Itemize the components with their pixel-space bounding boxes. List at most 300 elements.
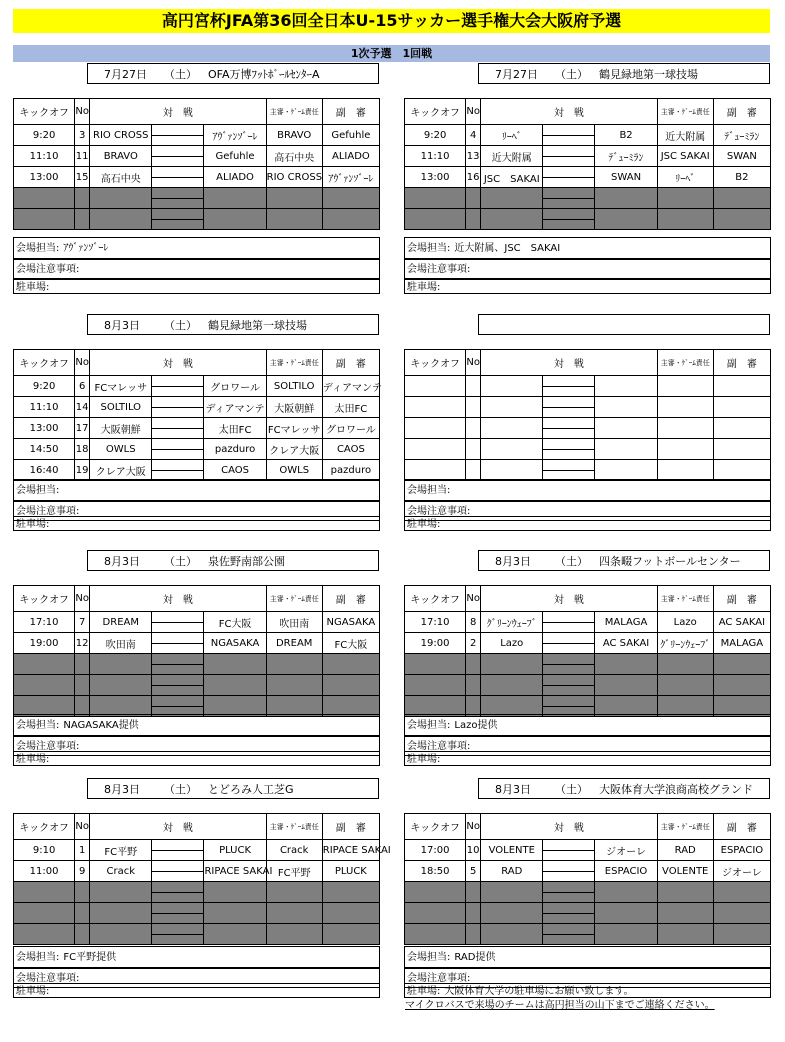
away-team: [595, 903, 657, 924]
header-referee-main: 主審・ｹﾞｰﾑ責任: [657, 350, 713, 376]
header-kickoff: キックオフ: [405, 586, 466, 612]
vs-line: [543, 219, 594, 220]
kickoff-time: 19:00: [405, 633, 466, 654]
venue-staff-line-label: 会場担当:: [16, 952, 60, 963]
parking-line: [13, 279, 380, 294]
referee-sub: ディアマンテ: [322, 376, 379, 397]
vs-line: [152, 407, 203, 408]
home-team: [90, 924, 152, 945]
empty-row: [405, 924, 771, 945]
table-row: [405, 840, 771, 861]
referee-main: [657, 418, 713, 439]
table-row: [405, 460, 771, 481]
header-no: No: [75, 350, 90, 376]
away-team: [595, 376, 657, 397]
kickoff-time: 9:20: [14, 125, 75, 146]
kickoff-time: [14, 903, 75, 924]
vs-divider: [152, 903, 204, 924]
table-row: [405, 861, 771, 882]
schedule-table: [404, 349, 771, 481]
away-team: B2: [595, 125, 657, 146]
referee-main: FC平野: [266, 861, 322, 882]
away-team: PLUCK: [204, 840, 266, 861]
match-no: 19: [75, 460, 90, 481]
venue-staff-line: [404, 946, 771, 968]
home-team: OWLS: [90, 439, 152, 460]
referee-sub: ﾃﾞｭｰﾐﾗﾝ: [713, 125, 770, 146]
away-team: 太田FC: [204, 418, 266, 439]
away-team: AC SAKAI: [595, 633, 657, 654]
vs-line: [152, 428, 203, 429]
parking-line-label: 駐車場:: [16, 986, 50, 997]
footer-note: マイクロバスで来場のチームは高円担当の山下までご連絡ください。: [405, 1000, 715, 1011]
table-row: [405, 439, 771, 460]
round-heading: 1次予選 1回戦: [13, 45, 770, 62]
referee-main: [657, 882, 713, 903]
parking-line-label: 駐車場:: [407, 754, 441, 765]
venue-notes-line-label: 会場注意事項:: [407, 741, 471, 752]
header-match: 対 戦: [90, 586, 266, 612]
away-team: CAOS: [204, 460, 266, 481]
home-team: RIO CROSS: [90, 125, 152, 146]
header-kickoff: キックオフ: [14, 350, 75, 376]
away-team: ｱｳﾞｧﾝｿﾞｰﾚ: [204, 125, 266, 146]
away-team: RIPACE SAKAI: [204, 861, 266, 882]
home-team: DREAM: [90, 612, 152, 633]
away-team: [204, 654, 266, 675]
empty-row: [405, 209, 771, 230]
empty-row: [405, 903, 771, 924]
venue-name: 鶴見緑地第一球技場: [599, 68, 698, 81]
kickoff-time: [405, 376, 466, 397]
parking-line-label: 駐車場:: [407, 986, 441, 997]
referee-sub: [322, 654, 379, 675]
home-team: [90, 882, 152, 903]
header-kickoff: キックオフ: [405, 350, 466, 376]
header-referee-sub: 副 審: [322, 99, 379, 125]
match-date: 8月3日: [104, 555, 140, 568]
referee-main: [657, 188, 713, 209]
venue-staff-line-label: 会場担当:: [407, 720, 451, 731]
referee-sub: [322, 675, 379, 696]
empty-row: [14, 675, 380, 696]
venue-staff-line-value: Lazo提供: [454, 720, 498, 731]
vs-divider: [152, 460, 204, 481]
vs-line: [152, 449, 203, 450]
referee-main: VOLENTE: [657, 861, 713, 882]
table-header-row: [14, 99, 380, 125]
referee-main: SOLTILO: [266, 376, 322, 397]
venue-staff-line: [13, 237, 380, 259]
referee-main: Lazo: [657, 612, 713, 633]
header-referee-sub: 副 審: [713, 586, 770, 612]
match-weekday: （土）: [164, 783, 197, 796]
empty-row: [405, 882, 771, 903]
vs-divider: [152, 861, 204, 882]
empty-row: [405, 188, 771, 209]
match-no: [75, 882, 90, 903]
table-row: [14, 439, 380, 460]
header-no: No: [466, 814, 481, 840]
referee-sub: [713, 188, 770, 209]
vs-divider: [152, 840, 204, 861]
venue-staff-line-value: FC平野提供: [63, 952, 117, 963]
vs-line: [152, 219, 203, 220]
vs-divider: [543, 439, 595, 460]
referee-main: 大阪朝鮮: [266, 397, 322, 418]
header-referee-main: 主審・ｹﾞｰﾑ責任: [266, 99, 322, 125]
vs-line: [152, 622, 203, 623]
referee-sub: B2: [713, 167, 770, 188]
match-no: [466, 903, 481, 924]
schedule-table: [13, 98, 380, 230]
referee-sub: NGASAKA: [322, 612, 379, 633]
kickoff-time: [405, 924, 466, 945]
vs-line: [543, 871, 594, 872]
home-team: [481, 654, 543, 675]
vs-line: [152, 135, 203, 136]
header-match: 対 戦: [90, 99, 266, 125]
schedule-table: [13, 813, 391, 945]
away-team: ジオーレ: [595, 840, 657, 861]
table-header-row: [405, 350, 771, 376]
header-referee-sub: 副 審: [322, 350, 379, 376]
venue-staff-line-value: NAGASAKA提供: [63, 720, 139, 731]
match-no: [466, 376, 481, 397]
match-date: 8月3日: [104, 783, 140, 796]
vs-line: [543, 407, 594, 408]
header-match: 対 戦: [481, 586, 657, 612]
table-row: [14, 418, 380, 439]
venue-staff-line-value: ｱｳﾞｧﾝｿﾞｰﾚ: [63, 243, 109, 254]
vs-line: [152, 871, 203, 872]
referee-main: [266, 903, 322, 924]
kickoff-time: [405, 209, 466, 230]
referee-main: [266, 188, 322, 209]
table-row: [14, 633, 380, 654]
referee-main: [657, 675, 713, 696]
header-referee-main: 主審・ｹﾞｰﾑ責任: [266, 814, 322, 840]
match-no: [466, 209, 481, 230]
header-referee-main: 主審・ｹﾞｰﾑ責任: [266, 350, 322, 376]
match-no: 6: [75, 376, 90, 397]
home-team: [481, 188, 543, 209]
match-no: [75, 924, 90, 945]
kickoff-time: 9:20: [405, 125, 466, 146]
footer-note-area: [405, 1000, 715, 1012]
table-row: [405, 633, 771, 654]
empty-row: [405, 675, 771, 696]
away-team: [595, 924, 657, 945]
match-no: [75, 675, 90, 696]
kickoff-time: [14, 882, 75, 903]
vs-divider: [152, 125, 204, 146]
venue-header: [478, 778, 770, 799]
empty-row: [405, 654, 771, 675]
match-no: [466, 675, 481, 696]
venue-header: [87, 314, 379, 335]
vs-line: [152, 177, 203, 178]
venue-notes-line-label: 会場注意事項:: [407, 506, 471, 517]
header-referee-sub: 副 審: [713, 350, 770, 376]
referee-sub: [713, 439, 770, 460]
vs-line: [152, 685, 203, 686]
parking-line-label: 駐車場:: [16, 282, 50, 293]
referee-sub: SWAN: [713, 146, 770, 167]
match-no: 9: [75, 861, 90, 882]
home-team: 大阪朝鮮: [90, 418, 152, 439]
header-referee-main: 主審・ｹﾞｰﾑ責任: [657, 99, 713, 125]
venue-name: 四条畷フットボールセンター: [599, 555, 741, 568]
header-match: 対 戦: [90, 350, 266, 376]
vs-divider: [543, 167, 595, 188]
kickoff-time: 11:10: [405, 146, 466, 167]
header-no: No: [75, 586, 90, 612]
table-row: [14, 125, 380, 146]
table-header-row: [14, 814, 380, 840]
kickoff-time: [405, 397, 466, 418]
referee-sub: [713, 376, 770, 397]
venue-notes-line-label: 会場注意事項:: [16, 741, 80, 752]
vs-divider: [543, 460, 595, 481]
vs-line: [152, 850, 203, 851]
kickoff-time: 16:40: [14, 460, 75, 481]
match-no: [75, 188, 90, 209]
header-referee-sub: 副 審: [322, 814, 379, 840]
referee-sub: [713, 924, 770, 945]
schedule-table: [13, 349, 380, 481]
referee-main: DREAM: [266, 633, 322, 654]
away-team: ALIADO: [204, 167, 266, 188]
home-team: [481, 924, 543, 945]
vs-line: [543, 850, 594, 851]
venue-header: [478, 314, 770, 335]
referee-sub: [713, 675, 770, 696]
match-date: 8月3日: [495, 783, 531, 796]
table-row: [405, 397, 771, 418]
vs-line: [543, 470, 594, 471]
table-header-row: [14, 586, 380, 612]
home-team: 吹田南: [90, 633, 152, 654]
away-team: [204, 209, 266, 230]
venue-name: 泉佐野南部公園: [208, 555, 285, 568]
match-date: 8月3日: [495, 555, 531, 568]
vs-divider: [543, 397, 595, 418]
away-team: [595, 209, 657, 230]
venue-notes-line-label: 会場注意事項:: [16, 264, 80, 275]
venue-header: [87, 550, 379, 571]
vs-divider: [543, 612, 595, 633]
vs-divider: [543, 633, 595, 654]
referee-main: 吹田南: [266, 612, 322, 633]
home-team: FC平野: [90, 840, 152, 861]
away-team: [204, 924, 266, 945]
referee-main: RIO CROSS: [266, 167, 322, 188]
match-no: [75, 654, 90, 675]
header-kickoff: キックオフ: [405, 814, 466, 840]
referee-sub: ジオーレ: [713, 861, 770, 882]
header-referee-main: 主審・ｹﾞｰﾑ責任: [657, 586, 713, 612]
parking-line-value: 大阪体育大学の駐車場にお願い致します。: [444, 986, 634, 997]
kickoff-time: 9:20: [14, 376, 75, 397]
vs-line: [152, 664, 203, 665]
table-row: [14, 840, 380, 861]
header-kickoff: キックオフ: [14, 99, 75, 125]
kickoff-time: 13:00: [14, 418, 75, 439]
away-team: [595, 675, 657, 696]
venue-staff-line-value: 近大附属、JSC SAKAI: [454, 243, 561, 254]
vs-divider: [543, 209, 595, 230]
vs-line: [543, 934, 594, 935]
referee-main: [657, 903, 713, 924]
home-team: 近大附属: [481, 146, 543, 167]
header-no: No: [466, 99, 481, 125]
home-team: [481, 439, 543, 460]
venue-staff-line: [13, 714, 380, 736]
match-no: 14: [75, 397, 90, 418]
header-referee-sub: 副 審: [322, 586, 379, 612]
venue-staff-line-label: 会場担当:: [407, 243, 451, 254]
match-no: [466, 397, 481, 418]
venue-name: とどろみ人工芝G: [208, 783, 294, 796]
match-no: 2: [466, 633, 481, 654]
home-team: [481, 418, 543, 439]
referee-sub: [713, 882, 770, 903]
match-no: 17: [75, 418, 90, 439]
match-date: 8月3日: [104, 319, 140, 332]
venue-notes-line-label: 会場注意事項:: [407, 973, 471, 984]
referee-sub: [713, 397, 770, 418]
match-no: [75, 903, 90, 924]
match-no: 5: [466, 861, 481, 882]
away-team: [204, 188, 266, 209]
vs-line: [543, 892, 594, 893]
kickoff-time: 11:10: [14, 146, 75, 167]
vs-line: [543, 449, 594, 450]
vs-divider: [152, 188, 204, 209]
match-no: [466, 188, 481, 209]
table-row: [14, 146, 380, 167]
parking-line-label: 駐車場:: [407, 519, 441, 530]
referee-main: OWLS: [266, 460, 322, 481]
vs-line: [543, 664, 594, 665]
empty-row: [14, 209, 380, 230]
home-team: [90, 209, 152, 230]
schedule-table: [13, 585, 380, 717]
parking-line-label: 駐車場:: [16, 754, 50, 765]
vs-line: [543, 428, 594, 429]
kickoff-time: 11:10: [14, 397, 75, 418]
venue-staff-line-label: 会場担当:: [407, 952, 451, 963]
referee-sub: CAOS: [322, 439, 379, 460]
vs-line: [152, 386, 203, 387]
referee-main: RAD: [657, 840, 713, 861]
parking-line-label: 駐車場:: [16, 519, 50, 530]
header-no: No: [466, 586, 481, 612]
match-no: [466, 882, 481, 903]
header-match: 対 戦: [90, 814, 266, 840]
venue-header: [478, 63, 770, 84]
away-team: [595, 439, 657, 460]
header-no: No: [466, 350, 481, 376]
referee-main: ﾘｰﾍﾞ: [657, 167, 713, 188]
home-team: [90, 903, 152, 924]
match-no: 7: [75, 612, 90, 633]
referee-sub: [713, 209, 770, 230]
venue-staff-line-label: 会場担当:: [16, 720, 60, 731]
away-team: グロワール: [204, 376, 266, 397]
header-kickoff: キックオフ: [405, 99, 466, 125]
header-no: No: [75, 99, 90, 125]
home-team: [90, 654, 152, 675]
home-team: BRAVO: [90, 146, 152, 167]
away-team: [595, 418, 657, 439]
match-no: [466, 460, 481, 481]
vs-divider: [543, 903, 595, 924]
home-team: 高石中央: [90, 167, 152, 188]
header-referee-main: 主審・ｹﾞｰﾑ責任: [657, 814, 713, 840]
match-weekday: （土）: [164, 319, 197, 332]
kickoff-time: 13:00: [14, 167, 75, 188]
home-team: [481, 882, 543, 903]
match-weekday: （土）: [555, 783, 588, 796]
kickoff-time: [405, 882, 466, 903]
home-team: FCマレッサ: [90, 376, 152, 397]
empty-row: [14, 654, 380, 675]
parking-line: [404, 983, 771, 998]
empty-row: [14, 924, 380, 945]
venue-staff-line-label: 会場担当:: [16, 485, 60, 496]
away-team: NGASAKA: [204, 633, 266, 654]
kickoff-time: [405, 460, 466, 481]
match-no: 12: [75, 633, 90, 654]
header-no: No: [75, 814, 90, 840]
referee-main: [266, 924, 322, 945]
referee-sub: [322, 924, 379, 945]
table-row: [405, 146, 771, 167]
away-team: ESPACIO: [595, 861, 657, 882]
vs-line: [543, 198, 594, 199]
referee-sub: [713, 903, 770, 924]
kickoff-time: 18:50: [405, 861, 466, 882]
referee-main: クレア大阪: [266, 439, 322, 460]
match-no: [466, 924, 481, 945]
match-date: 7月27日: [495, 68, 538, 81]
match-no: 13: [466, 146, 481, 167]
vs-divider: [152, 418, 204, 439]
referee-sub: ｱｳﾞｧﾝｿﾞｰﾚ: [322, 167, 379, 188]
match-no: 8: [466, 612, 481, 633]
away-team: [595, 882, 657, 903]
parking-line: [13, 516, 380, 531]
header-match: 対 戦: [481, 814, 657, 840]
vs-line: [152, 643, 203, 644]
home-team: [90, 675, 152, 696]
venue-staff-line-label: 会場担当:: [16, 243, 60, 254]
venue-staff-line-label: 会場担当:: [407, 485, 451, 496]
venue-staff-line: [404, 714, 771, 736]
schedule-table: [404, 98, 771, 230]
vs-line: [543, 622, 594, 623]
kickoff-time: [405, 675, 466, 696]
vs-line: [543, 706, 594, 707]
referee-sub: PLUCK: [322, 861, 379, 882]
home-team: ﾘｰﾍﾞ: [481, 125, 543, 146]
vs-divider: [152, 397, 204, 418]
referee-sub: [322, 209, 379, 230]
header-match: 対 戦: [481, 350, 657, 376]
referee-sub: pazduro: [322, 460, 379, 481]
